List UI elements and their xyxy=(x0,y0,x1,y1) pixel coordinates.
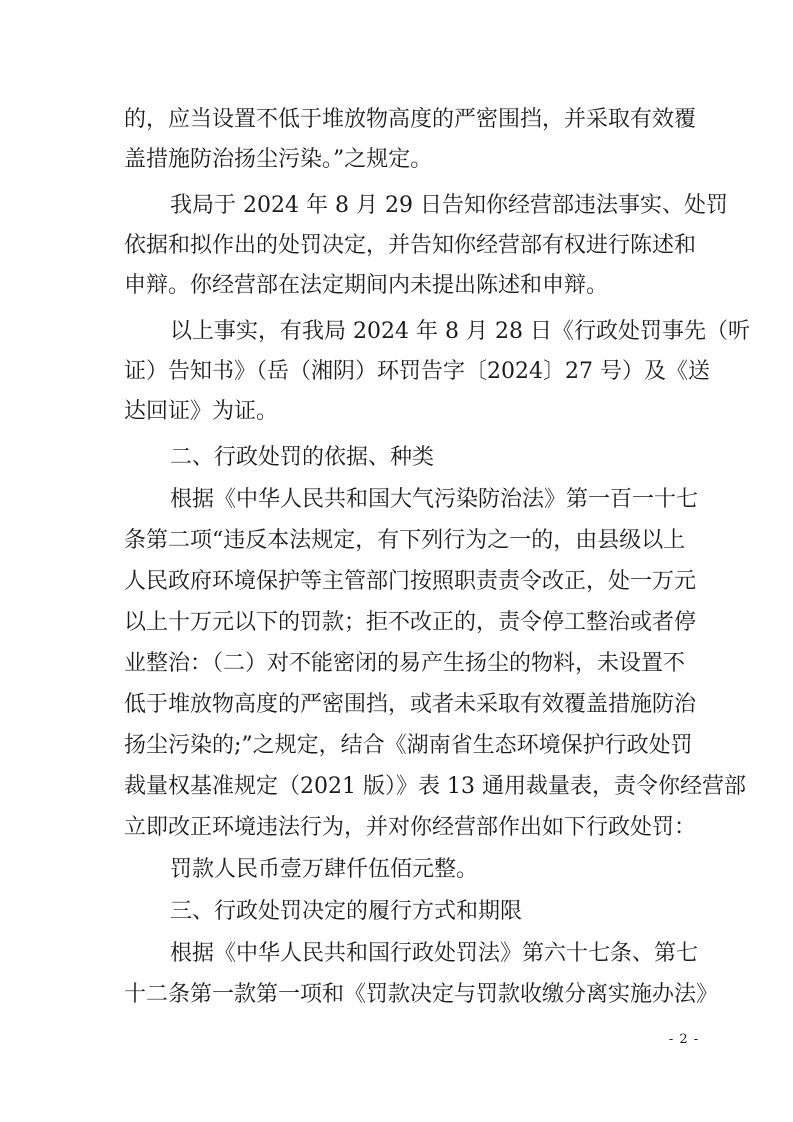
section-heading: 二、行政处罚的依据、种类 xyxy=(170,445,435,470)
text-line: 根据《中华人民共和国行政处罚法》第六十七条、第七 xyxy=(170,941,699,966)
text-line: 盖措施防治扬尘污染。”之规定。 xyxy=(124,147,433,172)
text-line: 以上十万元以下的罚款；拒不改正的，责令停工整治或者停 xyxy=(124,610,697,635)
text-line: 业整治：（二）对不能密闭的易产生扬尘的物料，未设置不 xyxy=(124,651,686,676)
text-line: 立即改正环境违法行为，并对你经营部作出如下行政处罚： xyxy=(124,815,697,840)
text-line: 以上事实，有我局 2024 年 8 月 28 日《行政处罚事先（听 xyxy=(170,319,750,344)
text-line: 十二条第一款第一项和《罚款决定与罚款收缴分离实施办法》 xyxy=(124,982,719,1007)
text-line: 根据《中华人民共和国大气污染防治法》第一百一十七 xyxy=(170,487,699,512)
text-line: 条第二项“违反本法规定，有下列行为之一的，由县级以上 xyxy=(124,528,686,553)
text-line: 裁量权基准规定（2021 版）》表 13 通用裁量表，责令你经营部 xyxy=(124,774,746,799)
text-line: 低于堆放物高度的严密围挡，或者未采取有效覆盖措施防治 xyxy=(124,692,697,717)
text-line: 扬尘污染的;”之规定，结合《湖南省生态环境保护行政处罚 xyxy=(124,733,693,758)
text-line: 的，应当设置不低于堆放物高度的严密围挡，并采取有效覆 xyxy=(124,107,697,132)
penalty-amount: 罚款人民币壹万肆仟伍佰元整。 xyxy=(170,857,479,882)
text-line: 人民政府环境保护等主管部门按照职责责令改正，处一万元 xyxy=(124,569,697,594)
text-line: 证）告知书》（岳（湘阴）环罚告字〔2024〕27 号）及《送 xyxy=(124,359,710,384)
text-line: 依据和拟作出的处罚决定，并告知你经营部有权进行陈述和 xyxy=(124,233,697,258)
text-line: 申辩。你经营部在法定期间内未提出陈述和申辩。 xyxy=(124,273,609,298)
section-heading: 三、行政处罚决定的履行方式和期限 xyxy=(170,899,523,924)
text-line: 达回证》为证。 xyxy=(124,399,279,424)
text-line: 我局于 2024 年 8 月 29 日告知你经营部违法事实、处罚 xyxy=(170,193,728,218)
page-number: - 2 - xyxy=(668,1032,700,1047)
